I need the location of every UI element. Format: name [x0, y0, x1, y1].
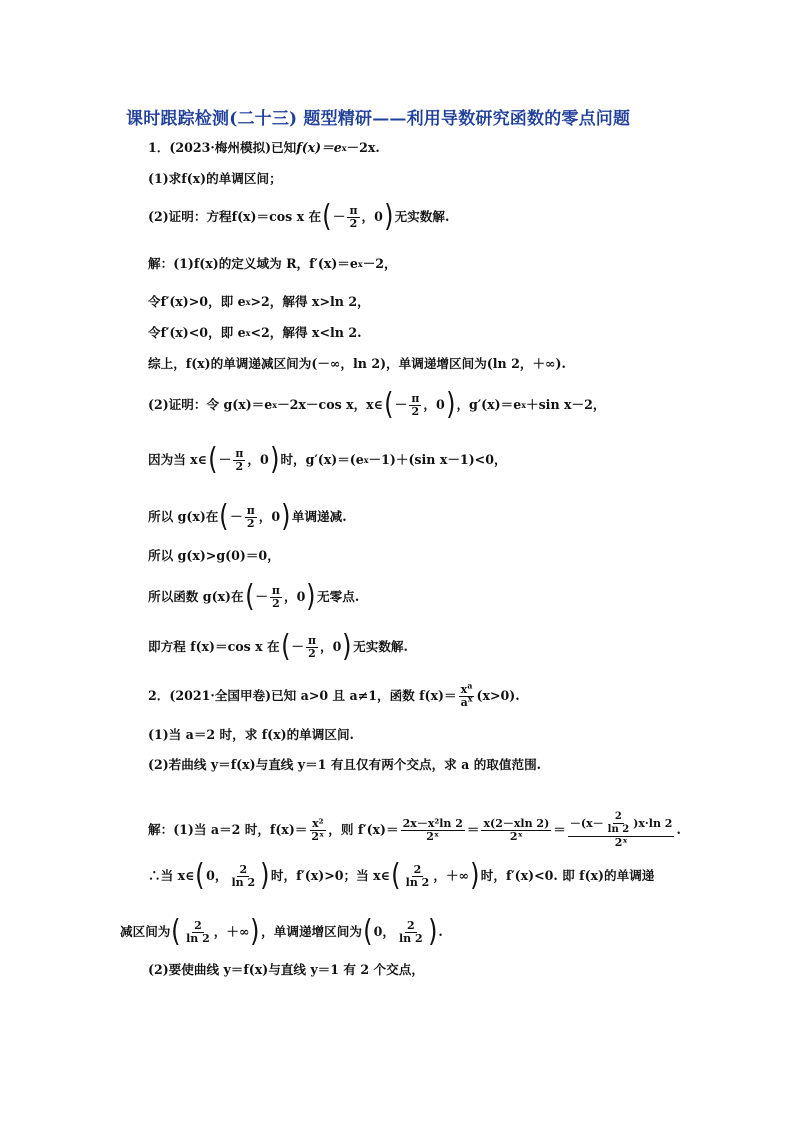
sol2-line3: 减区间为 ( $\frac{2}{\ln 2}$ ， ＋∞ ) ，单调递增区间为 ( 0 ， $\frac{2}{\ln 2}$ ) . [120, 914, 443, 949]
sol1-line8: 所以 g(x)>g(0)＝0， [148, 548, 280, 563]
sol1-line4: 综上，f(x)的单调递减区间为(－∞，ln 2)，单调递增区间为(ln 2，＋∞). [148, 356, 566, 371]
sol1-line9: 所以函数 g(x)在 ( － $\frac{\pi}{2}$ ， 0 ) 无零点. [148, 579, 360, 614]
q2-part1: (1)当 a＝2 时，求 f(x)的单调区间. [148, 727, 354, 742]
sol1-line6: 因为当 x∈ ( － $\frac{\pi}{2}$ ， 0 ) 时，g′(x)＝(e x －1)＋(sin x－1)<0， [148, 442, 507, 477]
sol2-line4: (2)要使曲线 y＝f(x)与直线 y＝1 有 2 个交点， [148, 962, 424, 977]
sol2-line2: ∴当 x∈ ( 0 ， $\frac{2}{\ln 2}$ ) 时，f′(x)>0；当 x∈ ( $\frac{2}{\ln 2}$ ， ＋∞ ) 时，f′(x)<0. 即 f(x)的单调递 [148, 858, 655, 893]
page-title: 课时跟踪检测(二十三) 题型精研——利用导数研究函数的零点问题 [126, 109, 631, 129]
q2-part2: (2)若曲线 y＝f(x)与直线 y＝1 有且仅有两个交点，求 a 的取值范围. [148, 757, 542, 772]
sol2-line1: 解：(1)当 a＝2 时，f(x)＝ $\frac{\text{x²}}{\text{2ˣ}}$ ，则 f′(x)＝ $\frac{\text{2x－x²ln 2}}{\text{2ˣ}}$ ＝ $\frac{x(2-xln 2)}{\text{2ˣ}}$ ＝ －(x－ $\frac{2}{\ln 2}$ )x·ln 2 2ˣ . [148, 811, 681, 849]
q2-stem: 2．(2021·全国甲卷)已知 a>0 且 a≠1，函数 f(x)＝ $\frac{x^a}{a^x}$ (x>0). [148, 679, 520, 709]
interval-neg-pi-half-zero: ( － $\frac{\pi}{2}$ ， 0 ) [322, 199, 394, 234]
q1-part2: (2)证明：方程f(x)＝cos x 在 ( － $\frac{\pi}{2}$ ， 0 ) 无实数解. [148, 199, 450, 234]
sol1-line2: 令f′(x)>0，即 e x >2，解得 x>ln 2， [148, 294, 370, 309]
sol1-line7: 所以 g(x)在 ( － $\frac{\pi}{2}$ ， 0 ) 单调递减. [148, 499, 347, 534]
fraction-derivative-factored: －(x－ $\frac{2}{\ln 2}$ )x·ln 2 2ˣ [569, 811, 673, 849]
sol1-line3: 令f′(x)<0，即 e x <2，解得 x<ln 2. [148, 325, 362, 340]
sol1-line1: 解：(1)f(x)的定义域为 R，f′(x)＝e x －2， [148, 256, 397, 271]
q1-part1: (1)求f(x)的单调区间； [148, 171, 282, 186]
sol1-line5: (2)证明：令 g(x)＝e x －2x－cos x，x∈ ( － $\frac{\pi}{2}$ ， 0 ) ，g′(x)＝e x ＋sin x－2， [148, 387, 606, 422]
fraction-x-a-over-a-x: $\frac{x^a}{a^x}$ [460, 679, 473, 709]
q1-stem: 1．(2023·梅州模拟)已知 f(x)＝e x －2x. [148, 140, 380, 155]
sol1-line10: 即方程 f(x)＝cos x 在 ( － $\frac{\pi}{2}$ ， 0 ) 无实数解. [148, 629, 408, 664]
